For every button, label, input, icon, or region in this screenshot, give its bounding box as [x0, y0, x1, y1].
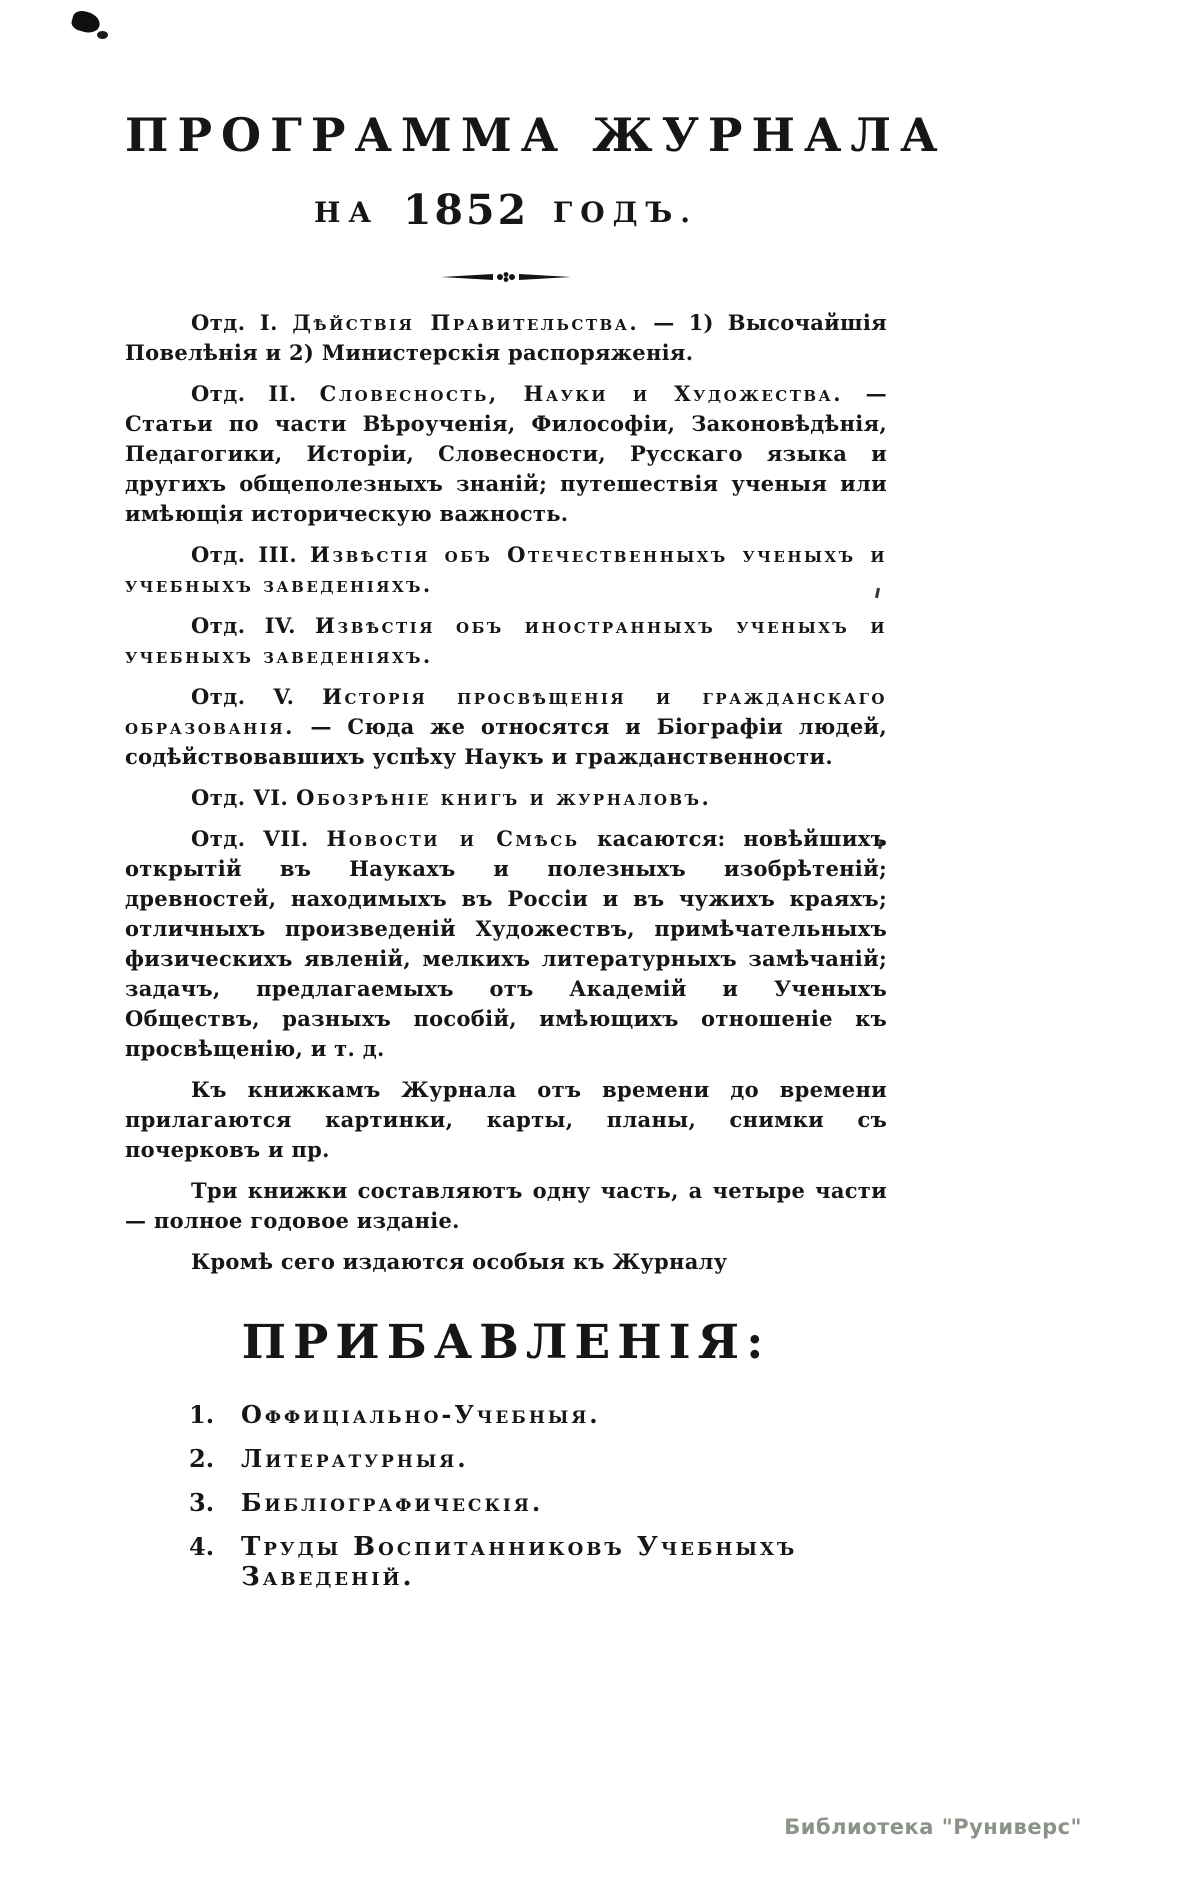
item-number: 2.: [189, 1444, 215, 1474]
item-number: 1.: [189, 1400, 215, 1430]
scan-artifact-blob: [97, 31, 108, 39]
text-segment: Отд. VI.: [191, 785, 297, 811]
text-segment: — 1) Высочайшія Повелѣнія и 2) Министерскія распоряженія.: [125, 310, 887, 366]
paragraph: [125, 540, 887, 600]
text-segment: Кромѣ сего издаются особыя къ Журналу: [191, 1249, 728, 1275]
text-segment: касаются: новѣйшихъ открытій въ Наукахъ и полезныхъ изобрѣтеній; древностей, находимыхъ въ Россіи и въ чужихъ краяхъ; отличныхъ произведеній Художествъ, примѣчательныхъ физическихъ явленій, мелкихъ литературныхъ замѣчаній; задачъ, предлагаемыхъ отъ Академій и Ученыхъ Обществъ, разныхъ пособій, имѣющихъ отношеніе къ просвѣщенію, и т. д.: [125, 826, 887, 1062]
appendix-item: [189, 1444, 887, 1473]
paragraph: [125, 308, 887, 368]
paragraphs: [125, 308, 887, 1277]
watermark: Библиотека "Руниверс": [784, 1815, 1082, 1839]
paragraph: [125, 824, 887, 1064]
subtitle-prefix: НА: [313, 196, 380, 229]
paragraph: [125, 611, 887, 671]
appendix-list: [189, 1400, 887, 1592]
text-segment: Отд. V.: [191, 684, 323, 710]
item-number: 3.: [189, 1488, 215, 1518]
paragraph: [125, 682, 887, 772]
page-column: [125, 0, 947, 1607]
text-segment: Извѣстія объ Отечественныхъ ученыхъ и учебныхъ заведеніяхъ.: [125, 542, 888, 598]
text-segment: — Сюда же относятся и Біографіи людей, содѣйствовавшихъ успѣху Наукъ и гражданственности.: [125, 714, 887, 770]
text-segment: Отд. II.: [191, 381, 320, 407]
paragraph: [125, 379, 887, 529]
page-title: ПРОГРАММА ЖУРНАЛА: [125, 108, 947, 162]
subtitle-suffix: ГОДЪ.: [552, 196, 699, 229]
paragraph: [125, 1176, 887, 1236]
paragraph: [125, 783, 887, 813]
item-label: Литературныя.: [241, 1444, 469, 1474]
text-segment: Отд. III.: [191, 542, 310, 568]
subtitle-year: 1852: [402, 186, 530, 234]
appendix-item: [189, 1400, 887, 1429]
appendix-item: [189, 1532, 887, 1592]
text-segment: Дѣйствія Правительства.: [292, 310, 640, 335]
text-segment: — Статьи по части Вѣроученія, Философіи, Законовѣдѣнія, Педагогики, Исторіи, Словесности, Русскаго языка и другихъ общеполезныхъ знаній; путешествія ученыя или имѣющія историческую важность.: [125, 381, 887, 527]
text-segment: Исторія просвѣщенія и гражданскаго образованія.: [125, 684, 887, 740]
paragraph: [125, 1247, 887, 1277]
appendix-heading: ПРИБАВЛЕНІЯ:: [241, 1315, 771, 1371]
item-number: 4.: [189, 1532, 215, 1562]
text-segment: Словесность, Науки и Художества.: [319, 381, 844, 407]
page-subtitle: [125, 186, 887, 234]
scan-artifact-blob: [70, 9, 102, 36]
text-segment: Къ книжкамъ Журнала отъ времени до времени прилагаются картинки, карты, планы, снимки съ почерковъ и пр.: [125, 1077, 887, 1163]
text-segment: Отд. I.: [191, 310, 293, 335]
text-segment: Отд. IV.: [191, 613, 316, 639]
item-label: Труды Воспитанниковъ Учебныхъ Заведеній.: [241, 1532, 798, 1593]
appendix-item: [189, 1488, 887, 1517]
divider-ornament: [441, 270, 571, 284]
item-label: Оффиціально-Учебныя.: [241, 1400, 601, 1430]
text-segment: Три книжки составляютъ одну часть, а четыре части — полное годовое изданіе.: [125, 1178, 887, 1234]
item-label: Библіографическія.: [241, 1488, 544, 1518]
text-segment: Новости и Смѣсь: [326, 826, 580, 852]
paragraph: [125, 1075, 887, 1165]
text-segment: Извѣстія объ иностранныхъ ученыхъ и учебныхъ заведеніяхъ.: [125, 613, 887, 669]
divider-ornament-graphic: [441, 270, 571, 284]
text-segment: Обозрѣніе книгъ и журналовъ.: [296, 785, 712, 811]
text-segment: Отд. VII.: [191, 826, 327, 852]
